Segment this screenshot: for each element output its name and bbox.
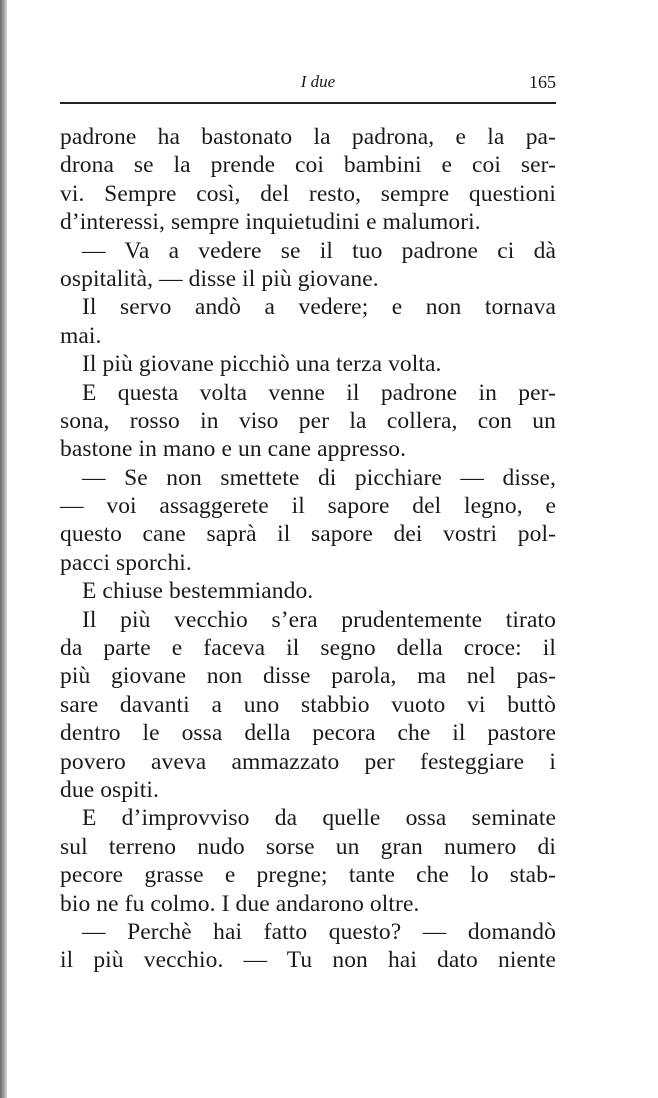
text-line: più giovane non disse parola, ma nel pas- [60, 663, 556, 690]
text-line: E questa volta venne il padrone in per- [82, 379, 556, 406]
text-line: Il servo andò a vedere; e non tornava [82, 294, 556, 321]
text-line: Il più giovane picchiò una terza volta. [82, 351, 442, 378]
page-binding-edge [0, 0, 7, 1098]
text-line: drona se la prende coi bambini e coi ser- [60, 152, 556, 179]
page-number: 165 [529, 72, 556, 92]
text-line: dentro le ossa della pecora che il pastore [60, 720, 556, 747]
text-line: sare davanti a uno stabbio vuoto vi buttò [60, 691, 556, 718]
text-line: mai. [60, 322, 102, 349]
text-line: bastone in mano e un cane appresso. [60, 436, 407, 463]
text-line: — Se non smettete di picchiare — disse, [82, 464, 556, 491]
text-line: sul terreno nudo sorse un gran numero di [60, 833, 556, 860]
text-line: d’interessi, sempre inquietudini e malumori. [60, 209, 481, 236]
header-rule [60, 102, 556, 104]
text-line: il più vecchio. — Tu non hai dato niente [60, 947, 556, 974]
text-line: vi. Sempre così, del resto, sempre questioni [60, 180, 556, 207]
running-head [60, 72, 556, 98]
text-line: — Va a vedere se il tuo padrone ci dà [82, 237, 556, 264]
text-line: pacci sporchi. [60, 549, 192, 576]
running-title: I due [300, 72, 336, 91]
text-line: da parte e faceva il segno della croce: il [60, 635, 556, 662]
text-line: — voi assaggerete il sapore del legno, e [60, 493, 556, 520]
text-line: Il più vecchio s’era prudentemente tirato [82, 606, 556, 633]
text-line: ospitalità, — disse il più giovane. [60, 265, 379, 292]
text-line: bio ne fu colmo. I due andarono oltre. [60, 890, 420, 917]
text-line: due ospiti. [60, 776, 160, 803]
body-text [60, 123, 556, 975]
text-line: padrone ha bastonato la padrona, e la pa- [60, 124, 556, 150]
text-line: sona, rosso in viso per la collera, con un [60, 407, 556, 434]
text-line: pecore grasse e pregne; tante che lo stab- [60, 862, 556, 889]
text-line: questo cane saprà il sapore dei vostri pol- [60, 521, 556, 548]
text-line: E d’improvviso da quelle ossa seminate [82, 805, 556, 832]
text-line: E chiuse bestemmiando. [82, 578, 314, 605]
text-line: — Perchè hai fatto questo? — domandò [82, 918, 556, 945]
text-line: povero aveva ammazzato per festeggiare i [60, 748, 556, 775]
